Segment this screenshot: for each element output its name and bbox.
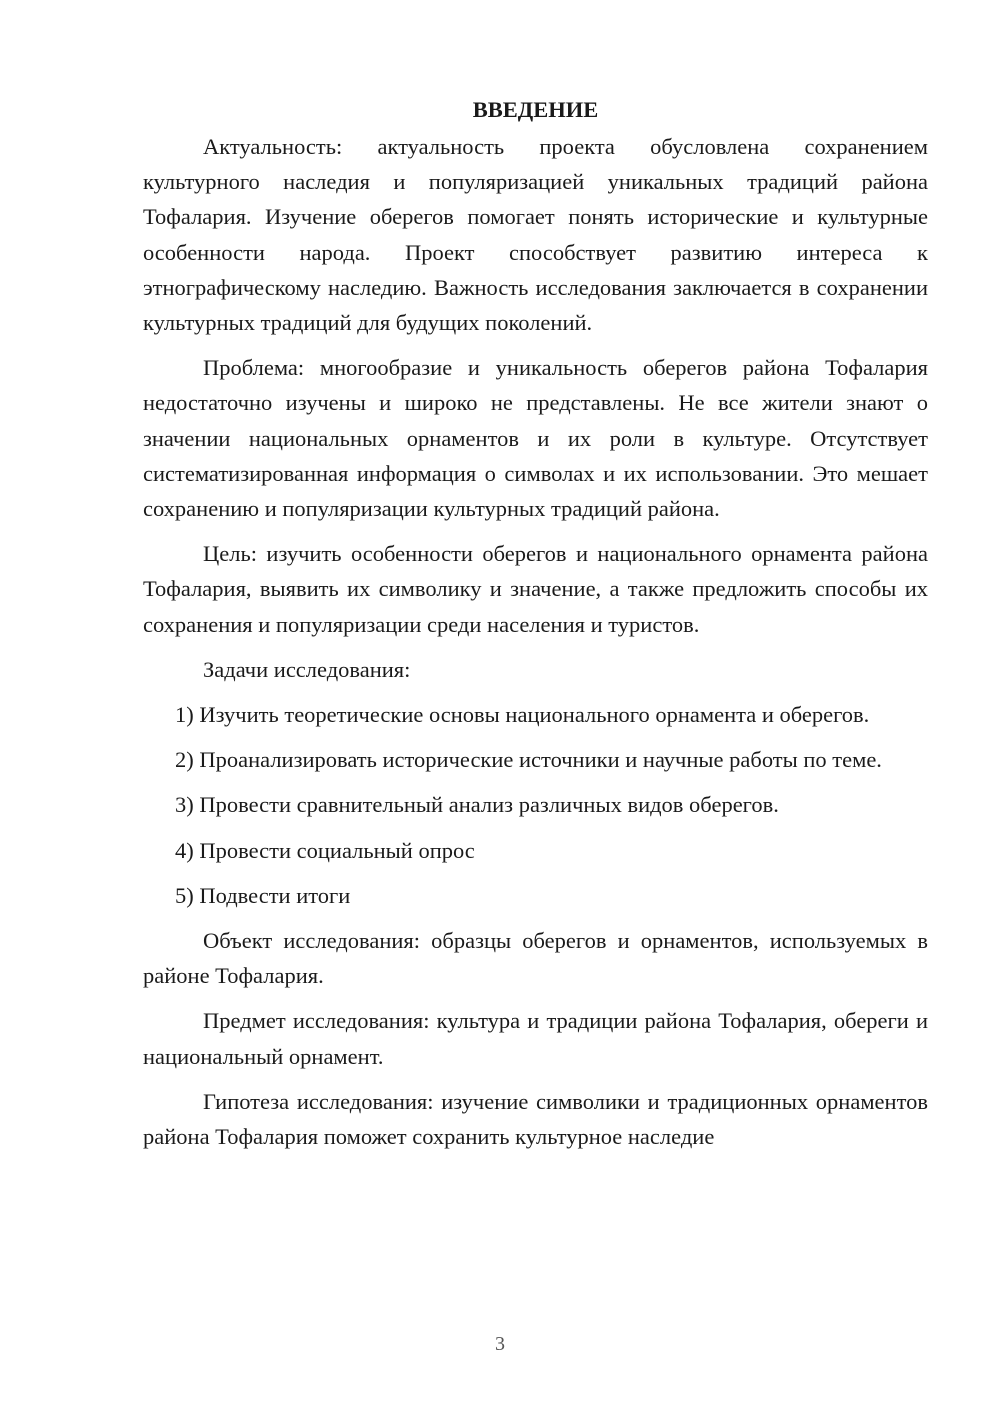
task-item-1: 1) Изучить теоретические основы национального орнамента и оберегов. — [175, 702, 870, 728]
page-number: 3 — [495, 1333, 505, 1355]
subject-paragraph: Предмет исследования: культура и традиции района Тофалария, обереги и национальный орнамент. — [143, 1008, 928, 1069]
task-item-2: 2) Проанализировать исторические источники и научные работы по теме. — [175, 747, 882, 773]
relevance-paragraph: Актуальность: актуальность проекта обусловлена сохранением культурного наследия и популяризацией уникальных традиций района Тофалария. Изучение оберегов помогает понять исторические и культурные особенности народа. Проект способствует развитию интереса к этнографическому наследию. Важность исследования заключается в сохранении культурных традиций для будущих поколений. — [143, 134, 928, 336]
tasks-heading: Задачи исследования: — [203, 656, 411, 682]
problem-paragraph: Проблема: многообразие и уникальность оберегов района Тофалария недостаточно изучены и широко не представлены. Не все жители знают о значении национальных орнаментов и их роли в культуре. Отсутствует систематизированная информация о символах и их использовании. Это мешает сохранению и популяризации культурных традиций района. — [143, 355, 928, 522]
document-page — [143, 92, 928, 1164]
object-paragraph: Объект исследования: образцы оберегов и орнаментов, используемых в районе Тофалария. — [143, 928, 928, 989]
task-item-4: 4) Провести социальный опрос — [175, 837, 475, 863]
task-item-3: 3) Провести сравнительный анализ различных видов оберегов. — [175, 792, 779, 818]
goal-paragraph: Цель: изучить особенности оберегов и национального орнамента района Тофалария, выявить их символику и значение, а также предложить способы их сохранения и популяризации среди населения и туристов. — [143, 541, 928, 637]
hypothesis-paragraph: Гипотеза исследования: изучение символики и традиционных орнаментов района Тофалария поможет сохранить культурное наследие — [143, 1088, 928, 1150]
task-item-5: 5) Подвести итоги — [175, 882, 351, 908]
section-title: ВВЕДЕНИЕ — [472, 97, 599, 122]
